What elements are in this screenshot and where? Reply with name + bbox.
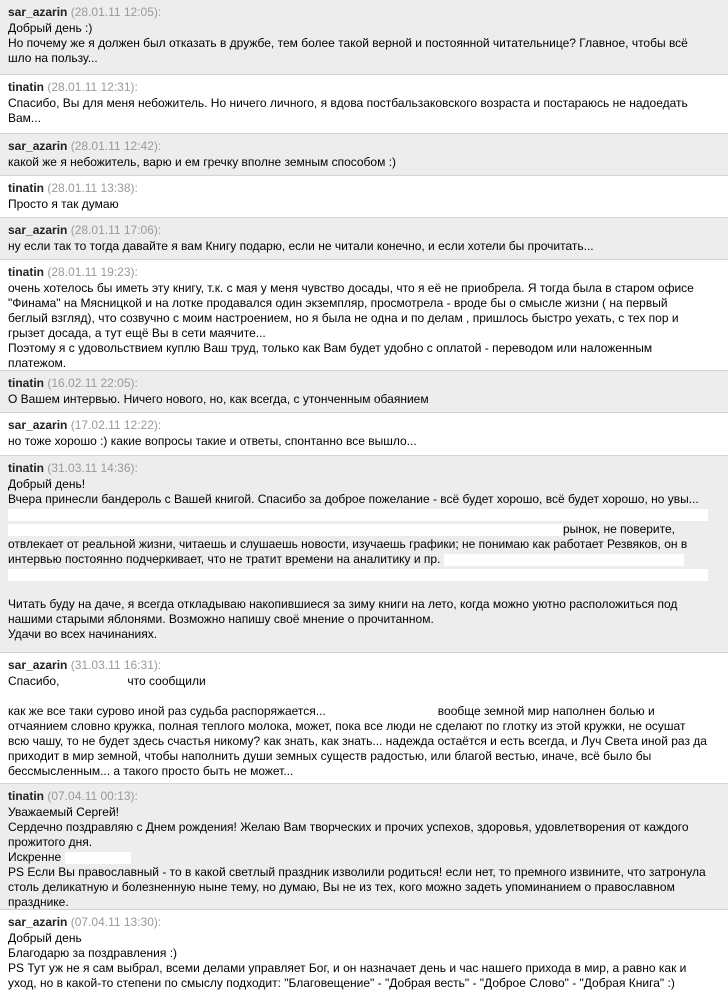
- message-body: [8, 392, 720, 407]
- message-text: нашими старыми яблонями. Возможно напишу своё мнение о прочитанном.: [8, 612, 434, 626]
- message-date: (28.01.11 17:06): [70, 223, 158, 237]
- message-body: [8, 197, 720, 212]
- message-body: [8, 239, 720, 254]
- message-text: всю чашу, то не будет здесь счастья никому? как знать, как знать... надежда остаётся и есть всегда, и Луч Света иной раз да: [8, 734, 707, 748]
- message-text: отчаянием словно кружка, полная теплого молока, может, пока все люди не сделают по глотку из этой кружки, не осушат: [8, 719, 686, 733]
- message-text: что сообщили: [127, 674, 206, 688]
- message-date: (28.01.11 12:05): [70, 5, 158, 19]
- message-date: (28.01.11 19:23): [47, 265, 135, 279]
- message-header: tinatin (31.03.11 14:36):: [8, 461, 138, 475]
- message: [0, 218, 728, 260]
- message-header: sar_azarin (28.01.11 12:05):: [8, 5, 162, 19]
- message-text: отвлекает от реальной жизни, читаешь и слушаешь новости, изучаешь графики; не понимаю как работает Резвяков, он в: [8, 537, 688, 551]
- message-header: tinatin (28.01.11 12:31):: [8, 80, 138, 94]
- redaction-block: [59, 676, 127, 688]
- message-text: беглый взгляд), что созвучно с моим настроением, но я была не одна и по делам , пришлось быстро уехать, с тех пор и: [8, 311, 679, 325]
- message-text: "Финама" на Мясницкой и на лотке продавался один экземпляр, просмотрела - вроде бы о смысле жизни ( на первый: [8, 296, 668, 310]
- message-header: tinatin (28.01.11 19:23):: [8, 265, 138, 279]
- message-text: Вам...: [8, 111, 41, 125]
- author-link[interactable]: tinatin: [8, 80, 44, 94]
- message-text-row: [8, 850, 720, 865]
- redaction-block: [326, 706, 438, 718]
- message-text: Сердечно поздравляю с Днем рождения! Желаю Вам творческих и прочих успехов, здоровья, удовлетворения от каждого: [8, 820, 689, 834]
- message-text: Просто я так думаю: [8, 197, 119, 211]
- message-text: грызет досада, а тут ещё Вы в сети маячите...: [8, 326, 266, 340]
- redaction-block: [8, 524, 563, 536]
- author-link[interactable]: sar_azarin: [8, 139, 68, 153]
- message-text: Добрый день :): [8, 21, 93, 35]
- author-link[interactable]: sar_azarin: [8, 5, 68, 19]
- message: [0, 910, 728, 992]
- message-text: интервью постоянно подчеркивает, что не тратит времени на аналитику и пр.: [8, 552, 441, 566]
- message-body: [8, 805, 720, 910]
- message-text: вообще земной мир наполнен болью и: [437, 704, 655, 718]
- redaction-block: [8, 569, 708, 581]
- message-body: [8, 281, 720, 371]
- author-link[interactable]: tinatin: [8, 265, 44, 279]
- message-text: столь деликатную и болезненную ныне тему, но думаю, Вы не из тех, кого можно задеть упоминанием о православном: [8, 880, 675, 894]
- message-header: sar_azarin (28.01.11 17:06):: [8, 223, 162, 237]
- message-text: Добрый день: [8, 931, 82, 945]
- message-date: (17.02.11 12:22): [70, 418, 158, 432]
- message-text: PS Если Вы православный - то в какой светлый праздник изволили родиться! если нет, то премного извините, что затронула: [8, 865, 706, 879]
- message-text: Вчера принесли бандероль с Вашей книгой. Спасибо за доброе пожелание - всё будет хорошо, всё будет хорошо, но увы...: [8, 492, 699, 506]
- message-date: (28.01.11 13:38): [47, 181, 135, 195]
- message: [0, 456, 728, 653]
- author-link[interactable]: sar_azarin: [8, 223, 68, 237]
- message-text-row: [8, 674, 720, 689]
- message-body: [8, 434, 720, 449]
- message: [0, 371, 728, 413]
- message-header: tinatin (16.02.11 22:05):: [8, 376, 138, 390]
- message-text: празднике.: [8, 895, 69, 909]
- message-text: Читать буду на даче, я всегда откладываю накопившиеся за зиму книги на лето, когда можно уютно расположиться под: [8, 597, 678, 611]
- message-text: PS Тут уж не я сам выбрал, всеми делами управляет Бог, и он назначает день и час нашего прихода в мир, а равно как и: [8, 961, 687, 975]
- message-body: [8, 155, 720, 170]
- message-text: платежом.: [8, 356, 67, 370]
- message-text: очень хотелось бы иметь эту книгу, т.к. с мая у меня чувство досады, что я её не приобрела. Я тогда была в старом офисе: [8, 281, 694, 295]
- message-text: Благодарю за поздравления :): [8, 946, 178, 960]
- redacted-line: [8, 507, 720, 522]
- message-date: (28.01.11 12:31): [47, 80, 135, 94]
- redacted-line: [8, 689, 720, 704]
- message: [0, 75, 728, 134]
- message: [0, 134, 728, 176]
- author-link[interactable]: sar_azarin: [8, 658, 68, 672]
- message-text: но тоже хорошо :) какие вопросы такие и ответы, спонтанно все вышло...: [8, 434, 417, 448]
- message-body: [8, 21, 720, 66]
- redacted-line: [8, 567, 720, 582]
- message-date: (28.01.11 12:42): [70, 139, 158, 153]
- redaction-block: [444, 554, 684, 566]
- author-link[interactable]: tinatin: [8, 789, 44, 803]
- message-text: рынок, не поверите,: [563, 522, 675, 536]
- message-text: бессмысленным... а такого просто быть не может...: [8, 764, 294, 778]
- message-body: [8, 674, 720, 779]
- author-link[interactable]: sar_azarin: [8, 915, 68, 929]
- message-header: tinatin (28.01.11 13:38):: [8, 181, 138, 195]
- redaction-block: [8, 509, 708, 521]
- message-text-row: [8, 522, 720, 537]
- message: [0, 260, 728, 371]
- message-text: уход, но в какой-то степени по смыслу подходит: "Благовещение" - "Добрая весть" - "Доброе Слово" - "Добрая Книга" :): [8, 976, 675, 990]
- message-text: шло на пользу...: [8, 51, 98, 65]
- message-header: tinatin (07.04.11 00:13):: [8, 789, 138, 803]
- message-date: (07.04.11 13:30): [70, 915, 158, 929]
- message-text-row: [8, 704, 720, 719]
- message-text: приходит в мир земной, чтобы наполнить души земных существ радостью, или благой вестью, иначе, всё было бы: [8, 749, 652, 763]
- message-text: Искренне: [8, 850, 62, 864]
- message: [0, 784, 728, 910]
- author-link[interactable]: tinatin: [8, 461, 44, 475]
- message-text: Но почему же я должен был отказать в дружбе, тем более такой верной и постоянной читательнице? Главное, чтобы всё: [8, 36, 688, 50]
- redaction-block: [65, 852, 131, 864]
- message-text: ну если так то тогда давайте я вам Книгу подарю, если не читали конечно, и если хотели бы прочитать...: [8, 239, 594, 253]
- message-body: [8, 477, 720, 642]
- message-text: Удачи во всех начинаниях.: [8, 627, 158, 641]
- message-header: sar_azarin (17.02.11 12:22):: [8, 418, 162, 432]
- message-text-row: [8, 552, 720, 567]
- message-body: [8, 931, 720, 991]
- message-body: [8, 96, 720, 126]
- message-date: (31.03.11 16:31): [70, 658, 158, 672]
- message-text: Уважаемый Сергей!: [8, 805, 119, 819]
- message-text: прожитого дня.: [8, 835, 93, 849]
- author-link[interactable]: tinatin: [8, 376, 44, 390]
- message-date: (07.04.11 00:13): [47, 789, 135, 803]
- message: [0, 176, 728, 218]
- message-text: Добрый день!: [8, 477, 86, 491]
- message: [0, 653, 728, 784]
- message-text: Спасибо, Вы для меня небожитель. Но ничего личного, я вдова постбальзаковского возраста и постараюсь не надоедать: [8, 96, 688, 110]
- message-text: Поэтому я с удовольствием куплю Ваш труд, только как Вам будет удобно с оплатой - переводом или наложенным: [8, 341, 653, 355]
- author-link[interactable]: tinatin: [8, 181, 44, 195]
- message-text: Спасибо,: [8, 674, 60, 688]
- author-link[interactable]: sar_azarin: [8, 418, 68, 432]
- message-date: (16.02.11 22:05): [47, 376, 135, 390]
- message-header: sar_azarin (07.04.11 13:30):: [8, 915, 162, 929]
- message-header: sar_azarin (31.03.11 16:31):: [8, 658, 162, 672]
- message-text: О Вашем интервью. Ничего нового, но, как всегда, с утонченным обаянием: [8, 392, 429, 406]
- message-text: какой же я небожитель, варю и ем гречку вполне земным способом :): [8, 155, 397, 169]
- message: [0, 0, 728, 75]
- message-date: (31.03.11 14:36): [47, 461, 135, 475]
- message-header: sar_azarin (28.01.11 12:42):: [8, 139, 162, 153]
- redacted-line: [8, 582, 720, 597]
- message-text: как же все таки сурово иной раз судьба распоряжается...: [8, 704, 326, 718]
- message: [0, 413, 728, 456]
